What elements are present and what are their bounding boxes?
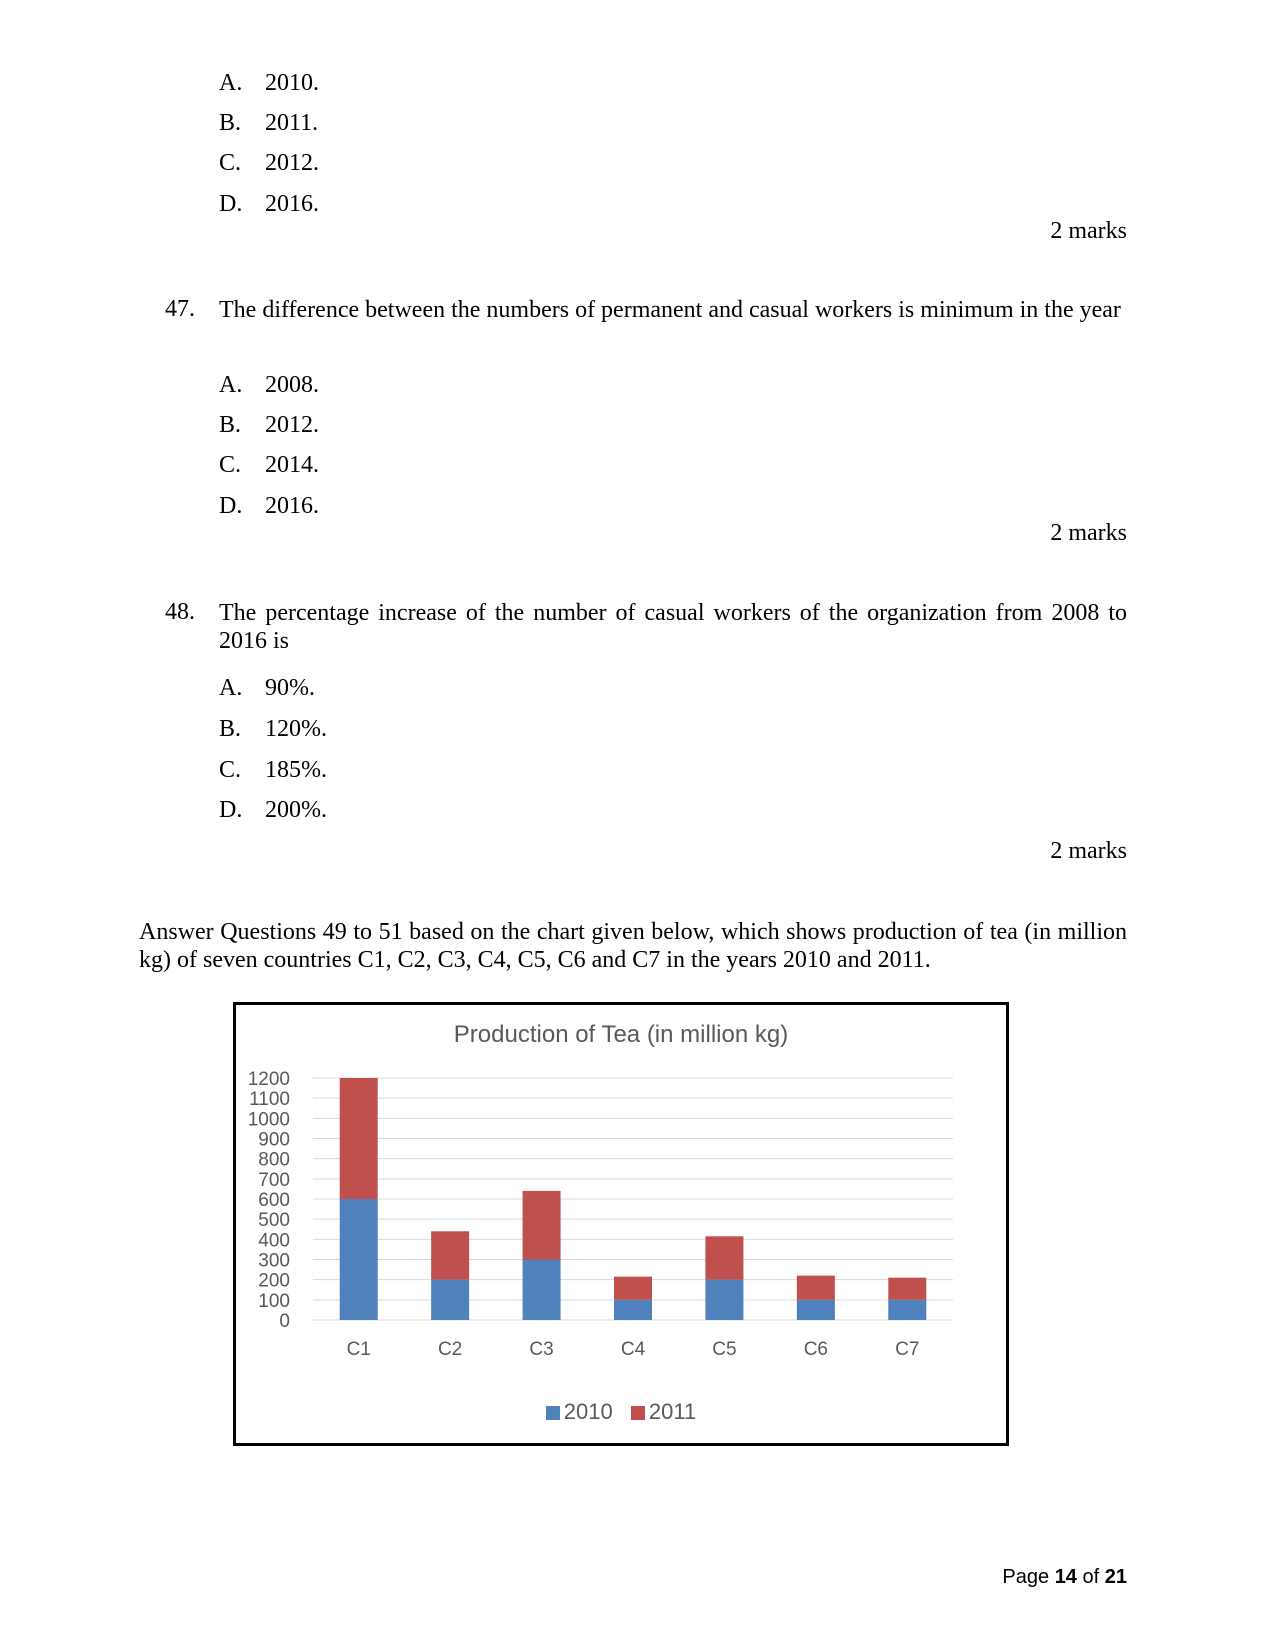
x-tick-label: C2 (437, 1339, 463, 1360)
y-tick-label: 900 (258, 1129, 290, 1151)
y-tick-label: 500 (258, 1210, 290, 1232)
bar-c5-2010 (705, 1280, 743, 1320)
y-tick-label: 300 (258, 1250, 290, 1272)
y-tick-label: 1200 (247, 1069, 290, 1090)
bar-c2-2010 (431, 1280, 469, 1320)
bar-c5-2011 (705, 1236, 743, 1279)
bar-c6-2011 (797, 1276, 835, 1300)
tea-production-chart (233, 1002, 1009, 1446)
footer-page-word: Page (1002, 1566, 1050, 1588)
bar-c4-2010 (614, 1300, 652, 1320)
bar-c7-2010 (888, 1300, 926, 1320)
bar-c2-2011 (431, 1231, 469, 1279)
q48-text: The percentage increase of the number of casual workers of the organization from 2008 to 2016 is (219, 600, 1127, 654)
legend-item-2011 (631, 1399, 696, 1425)
q46-option-c: C. 2012. (219, 150, 319, 176)
page-footer (1002, 1566, 1127, 1589)
bar-c1-2010 (340, 1199, 378, 1320)
bar-c3-2010 (523, 1260, 561, 1321)
q48-number: 48. (165, 599, 195, 625)
q48-marks: 2 marks (1050, 838, 1127, 864)
x-tick-label: C4 (620, 1339, 646, 1360)
legend-label-2011: 2011 (648, 1399, 697, 1424)
bar-c4-2011 (614, 1277, 652, 1300)
y-tick-label: 200 (258, 1270, 290, 1292)
footer-of-word: of (1082, 1566, 1100, 1588)
y-tick-label: 1100 (249, 1089, 290, 1111)
q47-option-d: D. 2016. (219, 493, 319, 519)
x-tick-label: C3 (529, 1339, 554, 1360)
legend-label-2010: 2010 (563, 1399, 613, 1424)
y-tick-label: 600 (258, 1190, 290, 1211)
y-tick-label: 0 (279, 1311, 290, 1332)
q46-option-b: B. 2011. (219, 110, 319, 136)
q48-option-b: B. 120%. (219, 716, 327, 742)
q46-option-d: D. 2016. (219, 191, 319, 217)
legend-item-2010 (546, 1399, 613, 1425)
bar-c3-2011 (523, 1191, 561, 1260)
legend-swatch-2010 (546, 1406, 560, 1420)
q47-option-c: C. 2014. (219, 452, 319, 478)
q46-option-a: A. 2010. (219, 70, 319, 96)
q48-option-a: A. 90%. (219, 675, 315, 701)
chart-intro-paragraph: Answer Questions 49 to 51 based on the chart given below, which shows production of tea (in million kg) of seven countries C1, C2, C3, C4, C5, C6 and C7 in the years 2010 and 2011. (139, 919, 1127, 973)
q47-number: 47. (165, 296, 195, 322)
q48-option-c: C. 185%. (219, 757, 327, 783)
x-tick-label: C6 (803, 1339, 829, 1360)
q47-text: The difference between the numbers of permanent and casual workers is minimum in the year (219, 297, 1121, 323)
q46-marks: 2 marks (1050, 218, 1127, 244)
footer-page-number: 14 (1054, 1566, 1077, 1588)
x-tick-label: C5 (712, 1339, 737, 1360)
chart-legend (236, 1399, 1006, 1425)
y-tick-label: 100 (258, 1290, 290, 1312)
footer-total-pages: 21 (1104, 1566, 1127, 1588)
y-tick-label: 700 (258, 1169, 290, 1191)
q47-option-a: A. 2008. (219, 372, 319, 398)
y-tick-label: 800 (258, 1149, 290, 1171)
q47-option-b: B. 2012. (219, 412, 319, 438)
q48-option-d: D. 200%. (219, 797, 327, 823)
chart-title: Production of Tea (in million kg) (453, 1021, 789, 1048)
bar-c1-2011 (340, 1078, 378, 1199)
chart-plot (236, 1005, 1006, 1443)
q47-marks: 2 marks (1050, 520, 1127, 546)
y-tick-label: 400 (258, 1230, 290, 1252)
bar-c6-2010 (797, 1300, 835, 1320)
x-tick-label: C7 (895, 1339, 920, 1360)
x-tick-label: C1 (346, 1339, 371, 1360)
bar-c7-2011 (888, 1278, 926, 1300)
legend-swatch-2011 (631, 1406, 645, 1420)
y-tick-label: 1000 (247, 1109, 290, 1131)
